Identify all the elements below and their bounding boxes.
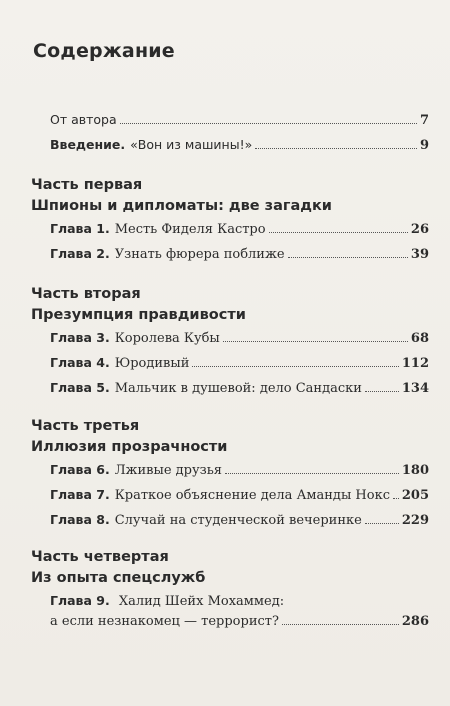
entry-text: Случай на студенческой вечеринке xyxy=(114,513,362,528)
toc-entry-intro xyxy=(50,137,429,153)
page-number: 286 xyxy=(401,614,429,629)
entry-text: Юродивый xyxy=(114,356,190,371)
part-heading xyxy=(31,416,227,458)
toc-entry xyxy=(50,246,429,262)
toc-entry xyxy=(50,380,429,396)
leader-dots xyxy=(365,522,399,524)
entry-label: Глава 4. xyxy=(50,355,110,370)
entry-label: Глава 8. xyxy=(50,512,110,527)
part-subtitle: Иллюзия прозрачности xyxy=(31,439,228,455)
entry-text-continued: а если незнакомец — террорист? xyxy=(50,614,279,629)
page-number: 229 xyxy=(401,513,429,528)
page-number: 39 xyxy=(410,247,429,262)
leader-dots xyxy=(192,365,398,367)
entry-text: Королева Кубы xyxy=(114,331,220,346)
part-number: Часть четвертая xyxy=(31,549,169,565)
part-subtitle: Из опыта спецслужб xyxy=(31,570,206,586)
part-number: Часть вторая xyxy=(31,286,141,302)
leader-dots xyxy=(223,340,408,342)
entry-label: Глава 7. xyxy=(50,487,110,502)
toc-entry xyxy=(50,355,429,371)
toc-entry xyxy=(50,221,429,237)
part-subtitle: Шпионы и дипломаты: две загадки xyxy=(31,198,332,214)
entry-label: Глава 6. xyxy=(50,462,110,477)
leader-dots xyxy=(225,472,399,474)
entry-label: Глава 1. xyxy=(50,221,110,236)
part-number: Часть третья xyxy=(31,418,140,434)
toc-entry-author xyxy=(50,112,429,128)
entry-label: Глава 2. xyxy=(50,246,110,261)
show-through-text xyxy=(288,40,408,120)
entry-text: От автора xyxy=(50,112,117,127)
entry-text: Халид Шейх Мохаммед: xyxy=(118,594,285,609)
part-heading xyxy=(31,547,205,589)
leader-dots xyxy=(393,497,399,499)
leader-dots xyxy=(282,623,399,625)
page-number: 112 xyxy=(401,356,429,371)
page-number: 134 xyxy=(401,381,429,396)
entry-text: Узнать фюрера поближе xyxy=(114,247,285,262)
toc-entry xyxy=(50,330,429,346)
toc-entry xyxy=(50,487,429,503)
part-number: Часть первая xyxy=(31,177,143,193)
entry-label: Глава 3. xyxy=(50,330,110,345)
entry-text: «Вон из машины!» xyxy=(130,137,253,152)
leader-dots xyxy=(269,231,408,233)
leader-dots xyxy=(365,390,399,392)
toc-entry xyxy=(50,462,429,478)
toc-entry-line2 xyxy=(50,614,429,629)
page-number: 205 xyxy=(401,488,429,503)
entry-text: Месть Фиделя Кастро xyxy=(114,222,266,237)
entry-label: Глава 5. xyxy=(50,380,110,395)
entry-label: Глава 9. xyxy=(50,593,110,608)
entry-text: Лживые друзья xyxy=(114,463,223,478)
part-subtitle: Презумпция правдивости xyxy=(31,307,246,323)
page-number: 9 xyxy=(419,138,429,153)
leader-dots xyxy=(288,256,408,258)
page-number: 68 xyxy=(410,331,429,346)
page-number: 26 xyxy=(410,222,429,237)
leader-dots xyxy=(255,147,417,149)
part-heading xyxy=(31,284,246,326)
page-number: 180 xyxy=(401,463,429,478)
entry-label: Введение. xyxy=(50,137,126,152)
toc-entry-line1 xyxy=(50,593,429,609)
toc-entry xyxy=(50,512,429,528)
leader-dots xyxy=(120,122,417,124)
entry-text: Мальчик в душевой: дело Сандаски xyxy=(114,381,362,396)
page-title: Содержание xyxy=(33,40,175,62)
part-heading xyxy=(31,175,332,217)
entry-text: Краткое объяснение дела Аманды Нокс xyxy=(114,488,390,503)
page-number: 7 xyxy=(419,113,429,128)
